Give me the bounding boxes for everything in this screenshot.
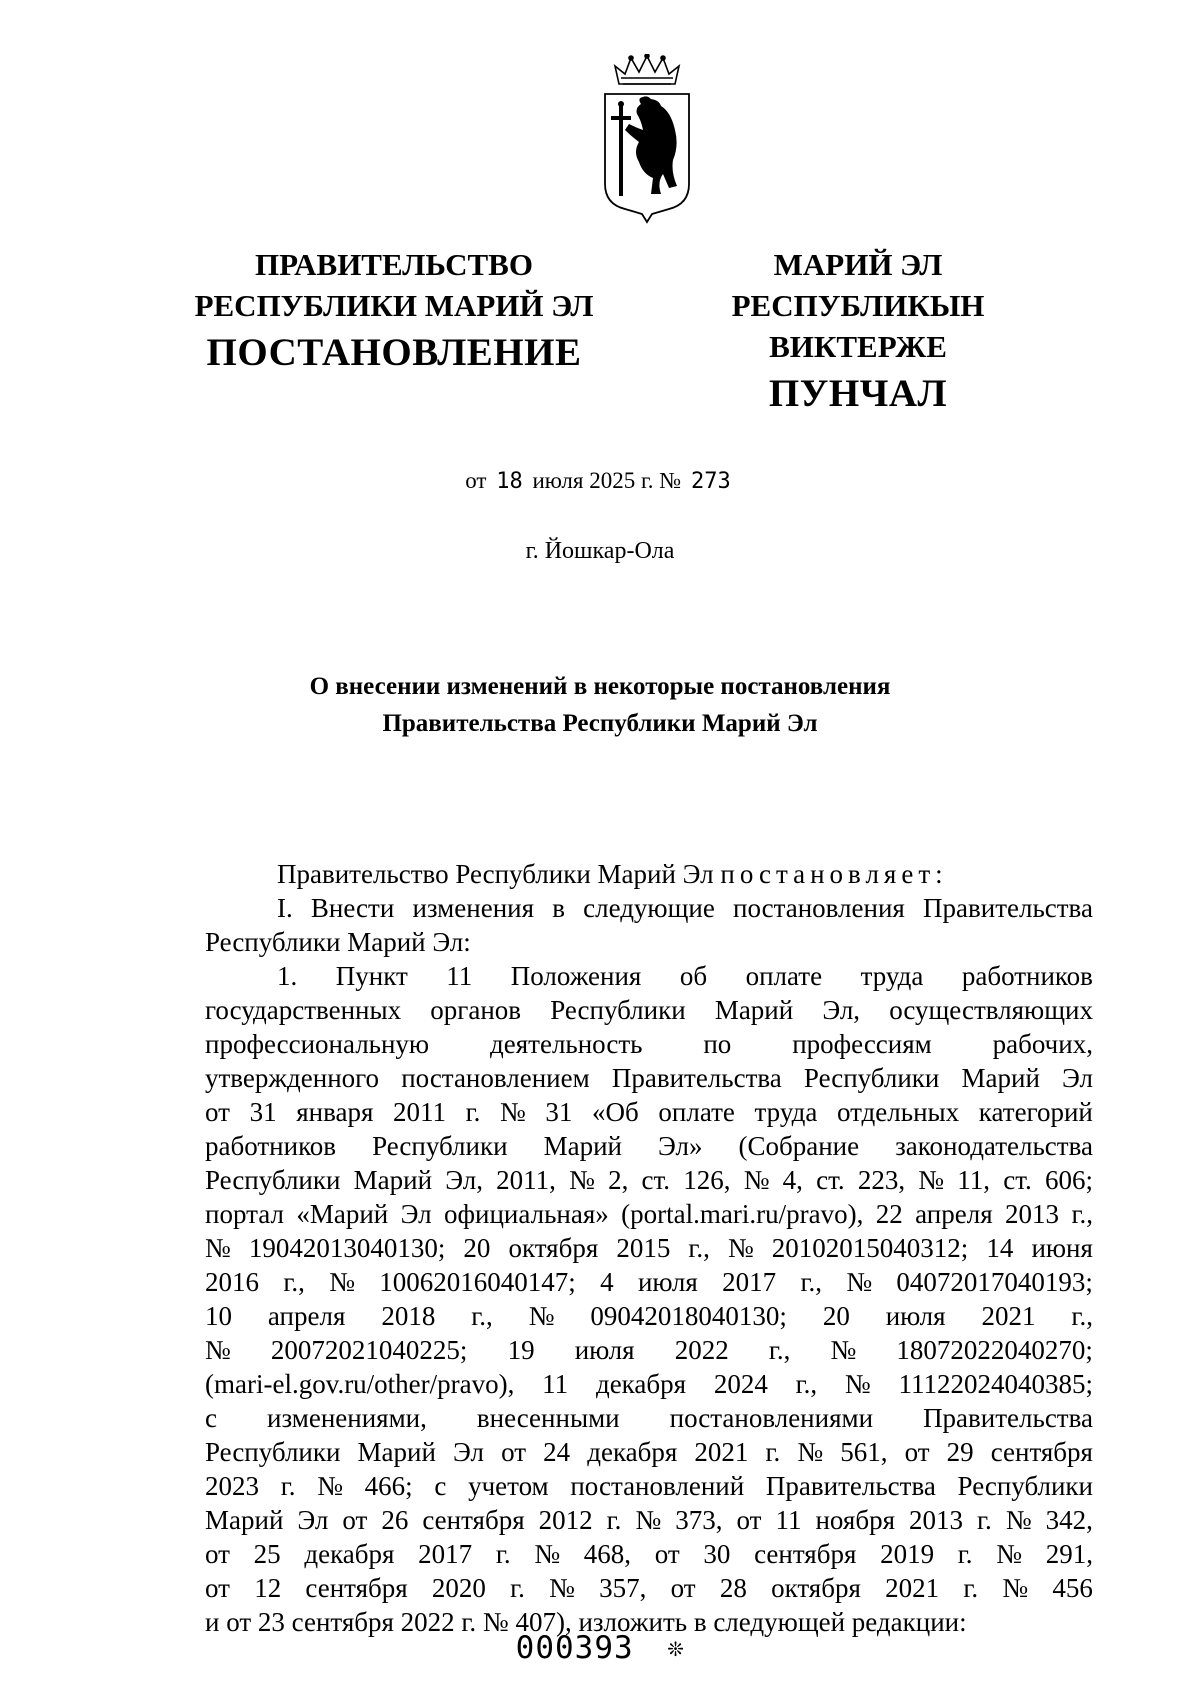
body-word: № — [830, 1335, 857, 1365]
body-word: № — [569, 1165, 595, 1195]
body-word: 11 — [446, 961, 473, 991]
body-word: Внести — [310, 893, 395, 923]
body-word: октября — [771, 1573, 861, 1603]
body-word: г. — [977, 1505, 992, 1535]
body-line — [205, 1163, 1093, 1197]
title-line2: Правительства Республики Марий Эл — [382, 710, 818, 737]
body-word: 20072021040225; — [270, 1335, 468, 1365]
body-word: 11122024040385; — [898, 1369, 1093, 1399]
body-word: 28 — [719, 1573, 747, 1603]
body-lines — [205, 891, 1093, 1639]
body-word: от — [205, 1097, 230, 1127]
body-word: 2023 — [205, 1471, 259, 1501]
body-word: по — [703, 1029, 732, 1059]
body-word: 2021 — [981, 1301, 1036, 1331]
body-word: 09042018040130; — [590, 1301, 787, 1331]
body-word: № — [846, 1267, 873, 1297]
body-word: г., — [1071, 1199, 1093, 1229]
body-word: г., — [1071, 1301, 1093, 1331]
body-word: (Собрание — [738, 1131, 860, 1161]
body-intro — [205, 857, 1093, 891]
body-word: осуществляющих — [889, 995, 1093, 1025]
body-word: Марий — [357, 1437, 436, 1467]
body-word: № — [743, 1165, 770, 1195]
body-word: 2013 — [909, 1505, 964, 1535]
body-word: «Марий — [296, 1199, 389, 1229]
body-word: ст. — [641, 1165, 671, 1195]
body-word: Правительства — [923, 1403, 1093, 1433]
decorative-flower-icon: ❊ — [667, 1633, 685, 1663]
body-word: Республики — [205, 1437, 341, 1467]
body-word: г., — [688, 1233, 710, 1263]
body-word: Эл, — [822, 995, 861, 1025]
body-word: 126, — [683, 1165, 731, 1195]
body-word: сентября — [990, 1437, 1093, 1467]
body-word: Республики — [803, 1063, 940, 1093]
body-word: 2021 — [885, 1573, 940, 1603]
body-word: Эл, — [445, 1165, 483, 1195]
header-left — [188, 244, 600, 373]
body-word: об — [679, 961, 708, 991]
body-word: оплате — [658, 1097, 735, 1127]
body-word: 291, — [1045, 1539, 1093, 1569]
body-word: 342, — [1045, 1505, 1093, 1535]
body-word: Эл» — [658, 1131, 703, 1161]
body-word: оплате — [745, 961, 823, 991]
org-name-russian-line1: ПРАВИТЕЛЬСТВО — [255, 247, 533, 282]
body-word: сентября — [754, 1539, 857, 1569]
body-word: 2017 — [722, 1267, 777, 1297]
body-word: 466; — [364, 1471, 413, 1501]
body-word: ст. — [816, 1165, 845, 1195]
body-word: от — [205, 1573, 230, 1603]
body-word: 468, — [583, 1539, 632, 1569]
body-word: от — [904, 1437, 930, 1467]
document-number: 273 — [691, 469, 731, 494]
body-word: рабочих, — [992, 1029, 1093, 1059]
body-word: Республики — [372, 1131, 508, 1161]
body-word: апреля — [267, 1301, 346, 1331]
body-word: г. — [957, 1539, 973, 1569]
body-word: июля — [574, 1335, 635, 1365]
act-type-russian: ПОСТАНОВЛЕНИЕ — [206, 331, 582, 374]
body-word: 2020 — [431, 1573, 486, 1603]
body-word: № — [727, 1233, 754, 1263]
body-word: с — [434, 1471, 447, 1501]
body-word: 2024 — [713, 1369, 768, 1399]
body-word: ноября — [815, 1505, 895, 1535]
body-word: 31 — [545, 1097, 573, 1127]
body-word: 10 — [205, 1301, 232, 1331]
body-word: Правительства — [923, 893, 1093, 923]
body-word: 2016 — [205, 1267, 259, 1297]
body-word: от — [342, 1505, 368, 1535]
body-word: г., — [800, 1267, 822, 1297]
body-word: 20102015040312; — [771, 1233, 969, 1263]
date-month-year: июля 2025 г. № — [532, 468, 682, 493]
body-word: постановлений — [570, 1471, 745, 1501]
body-word: утвержденного — [205, 1063, 380, 1093]
body-line-text: и от 23 сентября 2022 г. № 407), изложить в следующей редакции: — [205, 1607, 967, 1637]
body-word: № — [205, 1233, 231, 1263]
body-word: Эл — [1062, 1063, 1093, 1093]
body-line — [205, 1401, 1093, 1435]
body-word: апреля — [915, 1199, 993, 1229]
body-word: отдельных — [836, 1097, 960, 1127]
body-word: января — [296, 1097, 374, 1127]
body-line — [205, 1367, 1093, 1401]
body-word: 18072022040270; — [896, 1335, 1093, 1365]
body-word: 29 — [946, 1437, 974, 1467]
body-word: Эл — [297, 1505, 329, 1535]
body-word: 4 — [600, 1267, 614, 1297]
body-line — [205, 1129, 1093, 1163]
body-line — [205, 1095, 1093, 1129]
body-word: 22 — [875, 1199, 903, 1229]
body-word: 10062016040147; — [379, 1267, 576, 1297]
body-word: № — [1005, 1505, 1032, 1535]
body-word: № — [534, 1539, 561, 1569]
body-line — [205, 1027, 1093, 1061]
body-word: 606; — [1044, 1165, 1093, 1195]
org-name-mari-line2: ВИКТЕРЖЕ — [769, 329, 947, 364]
body-word: работников — [205, 1131, 337, 1161]
body-word: с — [205, 1403, 217, 1433]
body-word: Правительства — [611, 1063, 782, 1093]
body-word: Республики — [550, 995, 686, 1025]
body-word: № — [549, 1573, 575, 1603]
body-word: Марий — [205, 1505, 284, 1535]
body-word: 04072017040193; — [896, 1267, 1093, 1297]
body-word: государственных — [205, 995, 402, 1025]
body-word: Республики — [957, 1471, 1093, 1501]
body-word: г. — [495, 1539, 511, 1569]
body-word: Марий — [543, 1131, 622, 1161]
body-word: г., — [471, 1301, 493, 1331]
body-word: № — [329, 1267, 355, 1297]
body-word: г. — [280, 1471, 296, 1501]
body-word: июня — [1031, 1233, 1093, 1263]
body-word: законодательства — [895, 1131, 1093, 1161]
body-word: (mari-el.gov.ru/other/pravo), — [205, 1369, 515, 1399]
body-word: 30 — [703, 1539, 731, 1569]
body-word: 11 — [775, 1505, 802, 1535]
title-line1: О внесении изменений в некоторые постановления — [309, 673, 891, 700]
body-line — [205, 1503, 1093, 1537]
body-word: 24 — [543, 1437, 571, 1467]
body-word: Республики — [205, 1165, 341, 1195]
body-line-text: Республики Марий Эл: — [205, 927, 471, 957]
body-word: от — [501, 1437, 527, 1467]
intro-spaced-verb: постановляет: — [720, 859, 948, 889]
body-word: 31 — [249, 1097, 277, 1127]
body-word: 11 — [542, 1369, 569, 1399]
body-word: г. — [510, 1573, 525, 1603]
body-line — [205, 1197, 1093, 1231]
body-word: 20 — [822, 1301, 850, 1331]
body-word: сентября — [305, 1573, 408, 1603]
body-word: декабря — [304, 1539, 395, 1569]
body-line — [205, 993, 1093, 1027]
body-word: № — [797, 1437, 824, 1467]
body-line — [205, 959, 1093, 993]
body-word: изменения — [412, 893, 535, 923]
intro-text: Правительство Республики Марий Эл — [277, 859, 714, 889]
body-word: изменениями, — [267, 1403, 427, 1433]
body-word: Марий — [353, 1165, 433, 1195]
body-word: г., — [795, 1369, 818, 1399]
body-word: 2021 — [694, 1437, 749, 1467]
body-word: 561, — [840, 1437, 888, 1467]
body-word: 456 — [1052, 1573, 1093, 1603]
body-word: № — [635, 1505, 662, 1535]
body-word: 14 — [986, 1233, 1014, 1263]
footer-doc-number-line — [0, 1630, 1200, 1666]
body-word: Эл — [400, 1199, 432, 1229]
body-word: 2018 — [381, 1301, 436, 1331]
body-word: 2019 — [880, 1539, 935, 1569]
body-word: 2017 — [418, 1539, 473, 1569]
body-word: 19 — [507, 1335, 535, 1365]
body-line — [205, 1333, 1093, 1367]
body-word: № — [205, 1335, 231, 1365]
body-word: декабря — [595, 1369, 687, 1399]
body-word: 20 — [463, 1233, 491, 1263]
body-word: 357, — [599, 1573, 647, 1603]
body-word: профессиональную — [205, 1029, 430, 1059]
date-prefix: от — [465, 468, 487, 493]
body-word: «Об — [592, 1097, 639, 1127]
body-word: от — [654, 1539, 680, 1569]
document-body — [205, 857, 1093, 1639]
body-word: от — [205, 1539, 230, 1569]
body-word: г., — [283, 1267, 305, 1297]
body-word: Марий — [714, 995, 794, 1025]
body-word: органов — [430, 995, 522, 1025]
org-name-russian-line2: РЕСПУБЛИКИ МАРИЙ ЭЛ — [194, 288, 594, 323]
body-word: I. — [277, 893, 293, 923]
body-word: № — [317, 1471, 343, 1501]
body-line — [205, 1231, 1093, 1265]
body-word: Правительства — [765, 1471, 936, 1501]
body-line — [205, 1571, 1093, 1605]
body-word: г., — [768, 1335, 791, 1365]
body-word: (portal.mari.ru/pravo), — [621, 1199, 864, 1229]
body-line — [205, 1537, 1093, 1571]
body-word: 2, — [608, 1165, 629, 1195]
body-word: 26 — [381, 1505, 409, 1535]
body-line — [205, 1265, 1093, 1299]
body-word: Положения — [510, 961, 642, 991]
body-word: деятельность — [490, 1029, 643, 1059]
body-word: учетом — [468, 1471, 549, 1501]
body-line — [205, 1299, 1093, 1333]
body-line — [205, 1469, 1093, 1503]
body-word: ст. — [1003, 1165, 1032, 1195]
body-word: 25 — [253, 1539, 281, 1569]
body-word: № — [528, 1301, 555, 1331]
body-word: 2013 — [1005, 1199, 1060, 1229]
body-word: 4, — [782, 1165, 803, 1195]
city: г. Йошкар-Ола — [525, 538, 675, 564]
body-word: от — [670, 1573, 696, 1603]
body-word: 2011, — [496, 1165, 556, 1195]
body-word: официальная» — [444, 1199, 609, 1229]
body-word: № — [918, 1165, 945, 1195]
body-word: постановления — [733, 893, 905, 923]
body-word: № — [1002, 1573, 1029, 1603]
body-line — [205, 925, 1093, 959]
body-word: 223, — [857, 1165, 906, 1195]
body-word: г. — [765, 1437, 781, 1467]
body-word: Пункт — [335, 961, 408, 991]
body-word: в — [552, 893, 565, 923]
date-day: 18 — [496, 469, 523, 494]
body-word: г. — [606, 1505, 622, 1535]
body-word: июля — [637, 1267, 698, 1297]
header-right — [652, 244, 1064, 414]
crown-icon — [615, 54, 679, 84]
body-word: портал — [205, 1199, 284, 1229]
date-line — [0, 468, 1200, 494]
body-word: 11, — [957, 1165, 991, 1195]
body-word: следующие — [583, 893, 715, 923]
body-word: Эл — [453, 1437, 484, 1467]
body-word: постановлениями — [669, 1403, 874, 1433]
act-type-mari: ПУНЧАЛ — [768, 372, 948, 415]
body-word: декабря — [587, 1437, 678, 1467]
body-word: работников — [961, 961, 1093, 991]
body-line — [205, 1061, 1093, 1095]
body-word: № — [844, 1369, 871, 1399]
body-word: 2011 — [393, 1097, 446, 1127]
body-word: 2012 — [538, 1505, 593, 1535]
body-word: от — [736, 1505, 762, 1535]
body-word: внесенными — [476, 1403, 620, 1433]
doc-serial-number: 000393 — [515, 1630, 634, 1666]
body-word: сентября — [422, 1505, 525, 1535]
body-word: Марий — [961, 1063, 1040, 1093]
coat-of-arms-emblem — [597, 54, 697, 229]
body-word: категорий — [978, 1097, 1093, 1127]
body-word: постановлением — [401, 1063, 590, 1093]
org-name-mari-line1: МАРИЙ ЭЛ РЕСПУБЛИКЫН — [731, 247, 985, 323]
body-word: № — [996, 1539, 1023, 1569]
body-word: 373, — [675, 1505, 723, 1535]
body-word: № — [500, 1097, 526, 1127]
body-word: г. — [963, 1573, 979, 1603]
body-word: июля — [885, 1301, 946, 1331]
body-word: г. — [465, 1097, 481, 1127]
document-title — [160, 668, 1040, 742]
body-word: труда — [754, 1097, 818, 1127]
body-word: 19042013040130; — [248, 1233, 446, 1263]
body-word: профессиям — [792, 1029, 932, 1059]
body-line — [205, 1435, 1093, 1469]
body-word: 2022 — [674, 1335, 729, 1365]
body-word: 12 — [254, 1573, 282, 1603]
body-line — [205, 891, 1093, 925]
body-word: 2015 — [616, 1233, 671, 1263]
body-word: октября — [508, 1233, 599, 1263]
body-word: труда — [860, 961, 924, 991]
body-word: 1. — [277, 961, 298, 991]
